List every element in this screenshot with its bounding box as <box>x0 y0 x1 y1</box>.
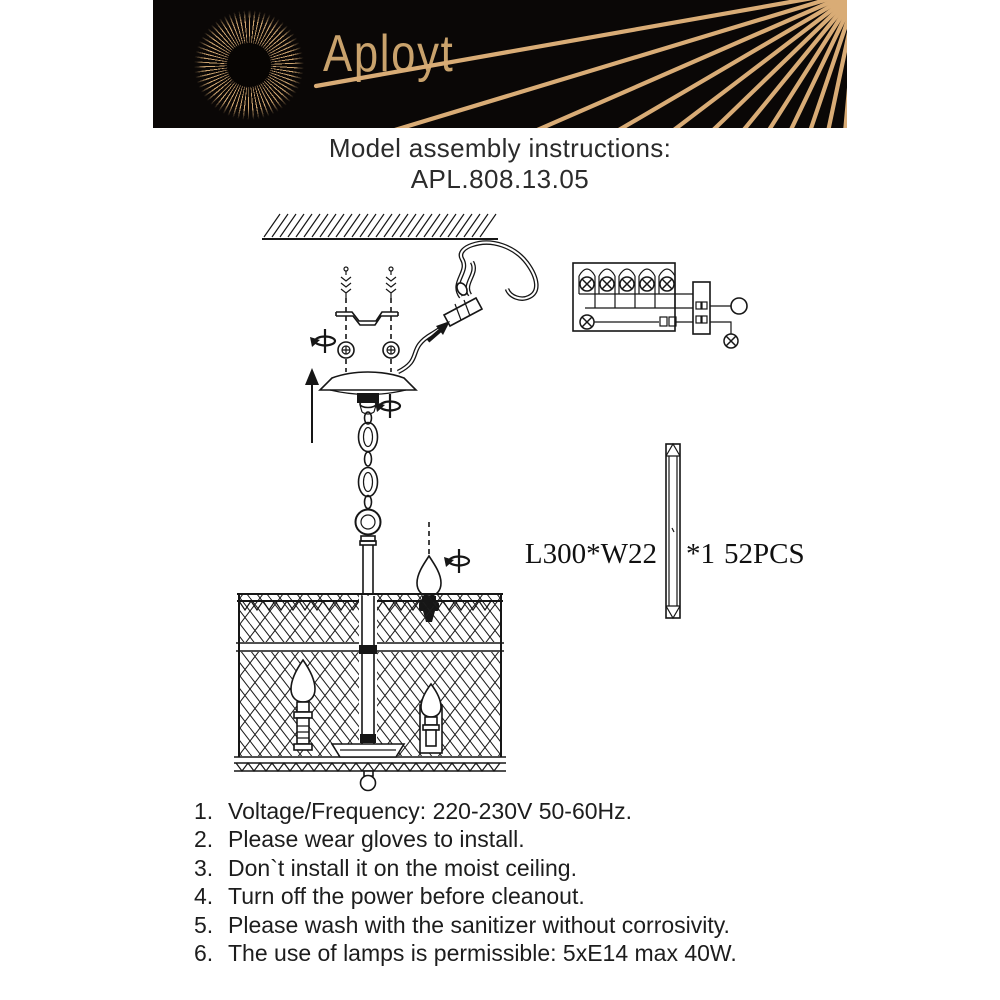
item-number: 1. <box>194 798 214 824</box>
item-text: The use of lamps is permissible: 5xE14 max 40W. <box>228 940 737 967</box>
crystal-rod <box>666 444 680 618</box>
instruction-item <box>194 911 854 939</box>
instructions-list <box>194 797 854 967</box>
ceiling-canopy <box>320 372 416 414</box>
instruction-item <box>194 854 854 882</box>
instruction-item <box>194 825 854 853</box>
item-text: Please wear gloves to install. <box>228 826 525 853</box>
item-text: Turn off the power before cleanout. <box>228 883 585 910</box>
mounting-bracket <box>336 298 398 341</box>
down-rod <box>360 536 376 595</box>
crystal-count-label: *1 <box>686 538 715 570</box>
brand-name: Aployt <box>323 25 455 83</box>
ceiling-hatch <box>262 214 498 239</box>
instruction-item <box>194 882 854 910</box>
rotation-icon-bracket <box>310 329 335 353</box>
up-arrow-icon <box>305 368 319 443</box>
bottom-finial <box>361 771 376 791</box>
hanging-ring <box>356 510 381 535</box>
wall-anchor-right <box>386 267 396 298</box>
model-number: APL.808.13.05 <box>410 164 590 194</box>
crystal-size-label: L300*W22 <box>524 538 657 570</box>
mounting-screws <box>338 342 399 372</box>
instruction-item <box>194 939 854 967</box>
crystal-qty-label: 52PCS <box>724 538 805 570</box>
wiring-schematic <box>573 263 747 348</box>
arrow-to-connector-icon <box>428 321 450 341</box>
item-number: 3. <box>194 854 214 881</box>
power-cord <box>398 243 536 372</box>
wall-anchor-left <box>341 267 351 298</box>
item-text: Voltage/Frequency: 220-230V 50-60Hz. <box>228 798 633 824</box>
item-number: 4. <box>194 883 214 910</box>
item-text: Don`t install it on the moist ceiling. <box>228 854 577 881</box>
hanging-chain <box>359 412 378 509</box>
item-number: 5. <box>194 911 214 938</box>
instruction-item <box>194 797 854 825</box>
item-text: Please wash with the sanitizer without corrosivity. <box>228 911 730 938</box>
page-title: Model assembly instructions: <box>328 133 672 163</box>
rotation-icon-bulb <box>444 549 469 573</box>
wire-connector-block <box>444 298 482 326</box>
bottom-hub <box>332 744 404 757</box>
item-number: 2. <box>194 826 214 853</box>
item-number: 6. <box>194 940 214 967</box>
